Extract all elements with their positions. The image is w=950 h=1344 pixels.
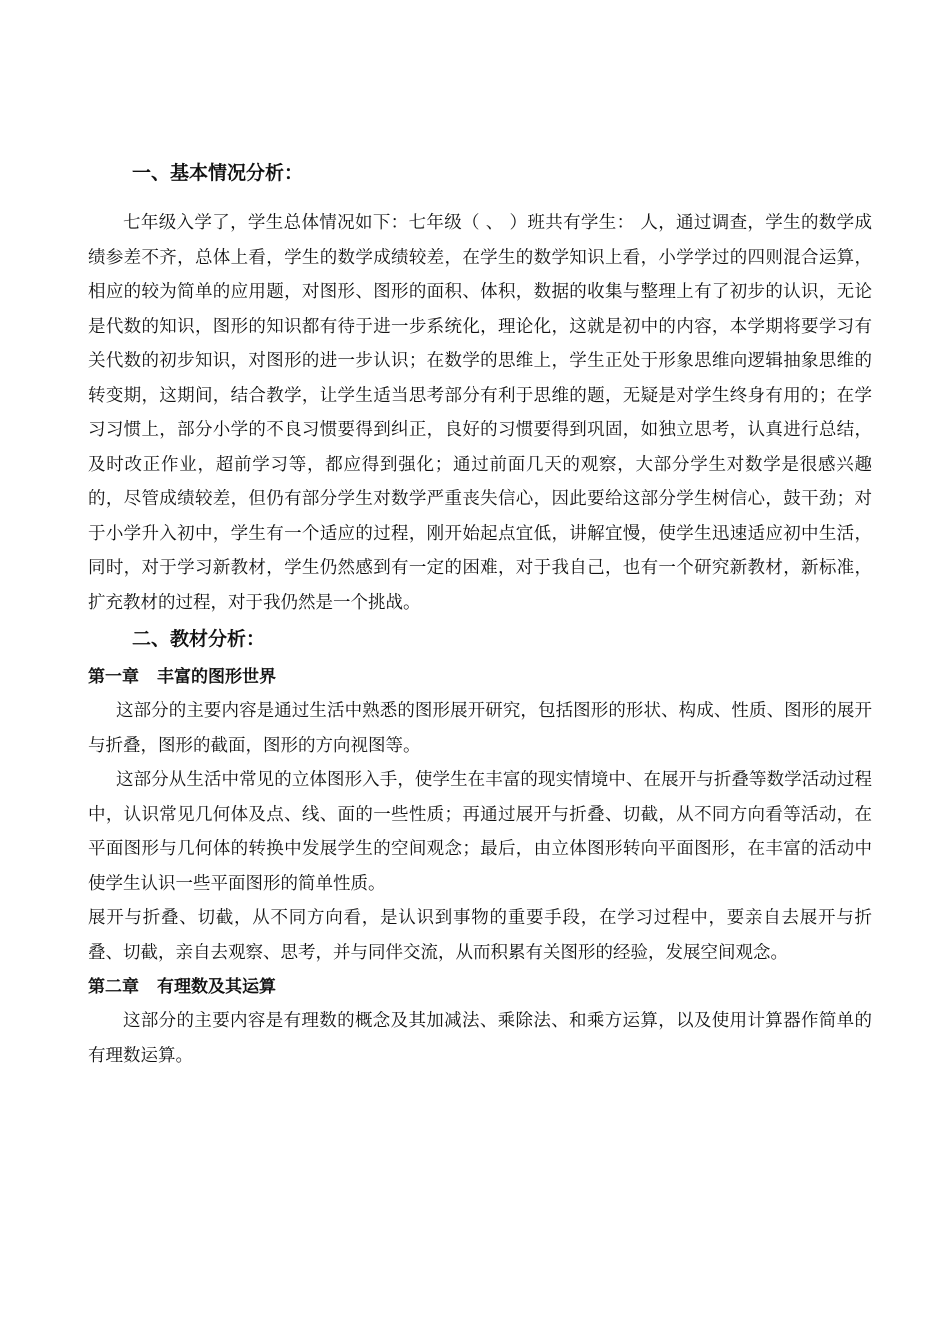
chapter1-title: 丰富的图形世界 — [157, 667, 276, 687]
chapter1-heading — [88, 660, 872, 694]
chapter1-paragraph-1: 这部分的主要内容是通过生活中熟悉的图形展开研究，包括图形的形状、构成、性质、图形的展开与折叠，图形的截面，图形的方向视图等。 — [88, 701, 872, 756]
chapter2-number: 第二章 — [88, 977, 139, 997]
chapter2-title: 有理数及其运算 — [157, 977, 276, 997]
chapter1-paragraph-2: 这部分从生活中常见的立体图形入手，使学生在丰富的现实情境中、在展开与折叠等数学活动过程中，认识常见几何体及点、线、面的一些性质；再通过展开与折叠、切截，从不同方向看等活动，在平面图形与几何体的转换中发展学生的空间观念；最后，由立体图形转向平面图形，在丰富的活动中使学生认识一些平面图形的简单性质。 — [88, 770, 872, 894]
section1-paragraph: 七年级入学了，学生总体情况如下：七年级（ 、 ）班共有学生： 人，通过调查，学生的数学成绩参差不齐，总体上看，学生的数学成绩较差，在学生的数学知识上看，小学学过的四则混合运算，相应的较为简单的应用题，对图形、图形的面积、体积，数据的收集与整理上有了初步的认识，无论是代数的知识，图形的知识都有待于进一步系统化，理论化，这就是初中的内容，本学期将要学习有关代数的初步知识，对图形的进一步认识；在数学的思维上，学生正处于形象思维向逻辑抽象思维的转变期，这期间，结合教学，让学生适当思考部分有利于思维的题，无疑是对学生终身有用的；在学习习惯上，部分小学的不良习惯要得到纠正，良好的习惯要得到巩固，如独立思考，认真进行总结，及时改正作业，超前学习等，都应得到强化；通过前面几天的观察，大部分学生对数学是很感兴趣的，尽管成绩较差，但仍有部分学生对数学严重丧失信心，因此要给这部分学生树信心，鼓干劲；对于小学升入初中，学生有一个适应的过程，刚开始起点宜低，讲解宜慢，使学生迅速适应初中生活，同时，对于学习新教材，学生仍然感到有一定的困难，对于我自己，也有一个研究新教材，新标准，扩充教材的过程，对于我仍然是一个挑战。 — [88, 213, 872, 613]
chapter1-paragraph-3: 展开与折叠、切截，从不同方向看，是认识到事物的重要手段，在学习过程中，要亲自去展开与折叠、切截，亲自去观察、思考，并与同伴交流，从而积累有关图形的经验，发展空间观念。 — [88, 908, 872, 963]
section1-heading: 一、基本情况分析： — [132, 162, 304, 184]
chapter1-number: 第一章 — [88, 667, 139, 687]
section2-heading: 二、教材分析： — [132, 628, 266, 650]
document-body — [88, 156, 872, 1073]
chapter2-heading — [88, 970, 872, 1004]
chapter2-paragraph-1: 这部分的主要内容是有理数的概念及其加减法、乘除法、和乘方运算，以及使用计算器作简单的有理数运算。 — [88, 1011, 872, 1066]
